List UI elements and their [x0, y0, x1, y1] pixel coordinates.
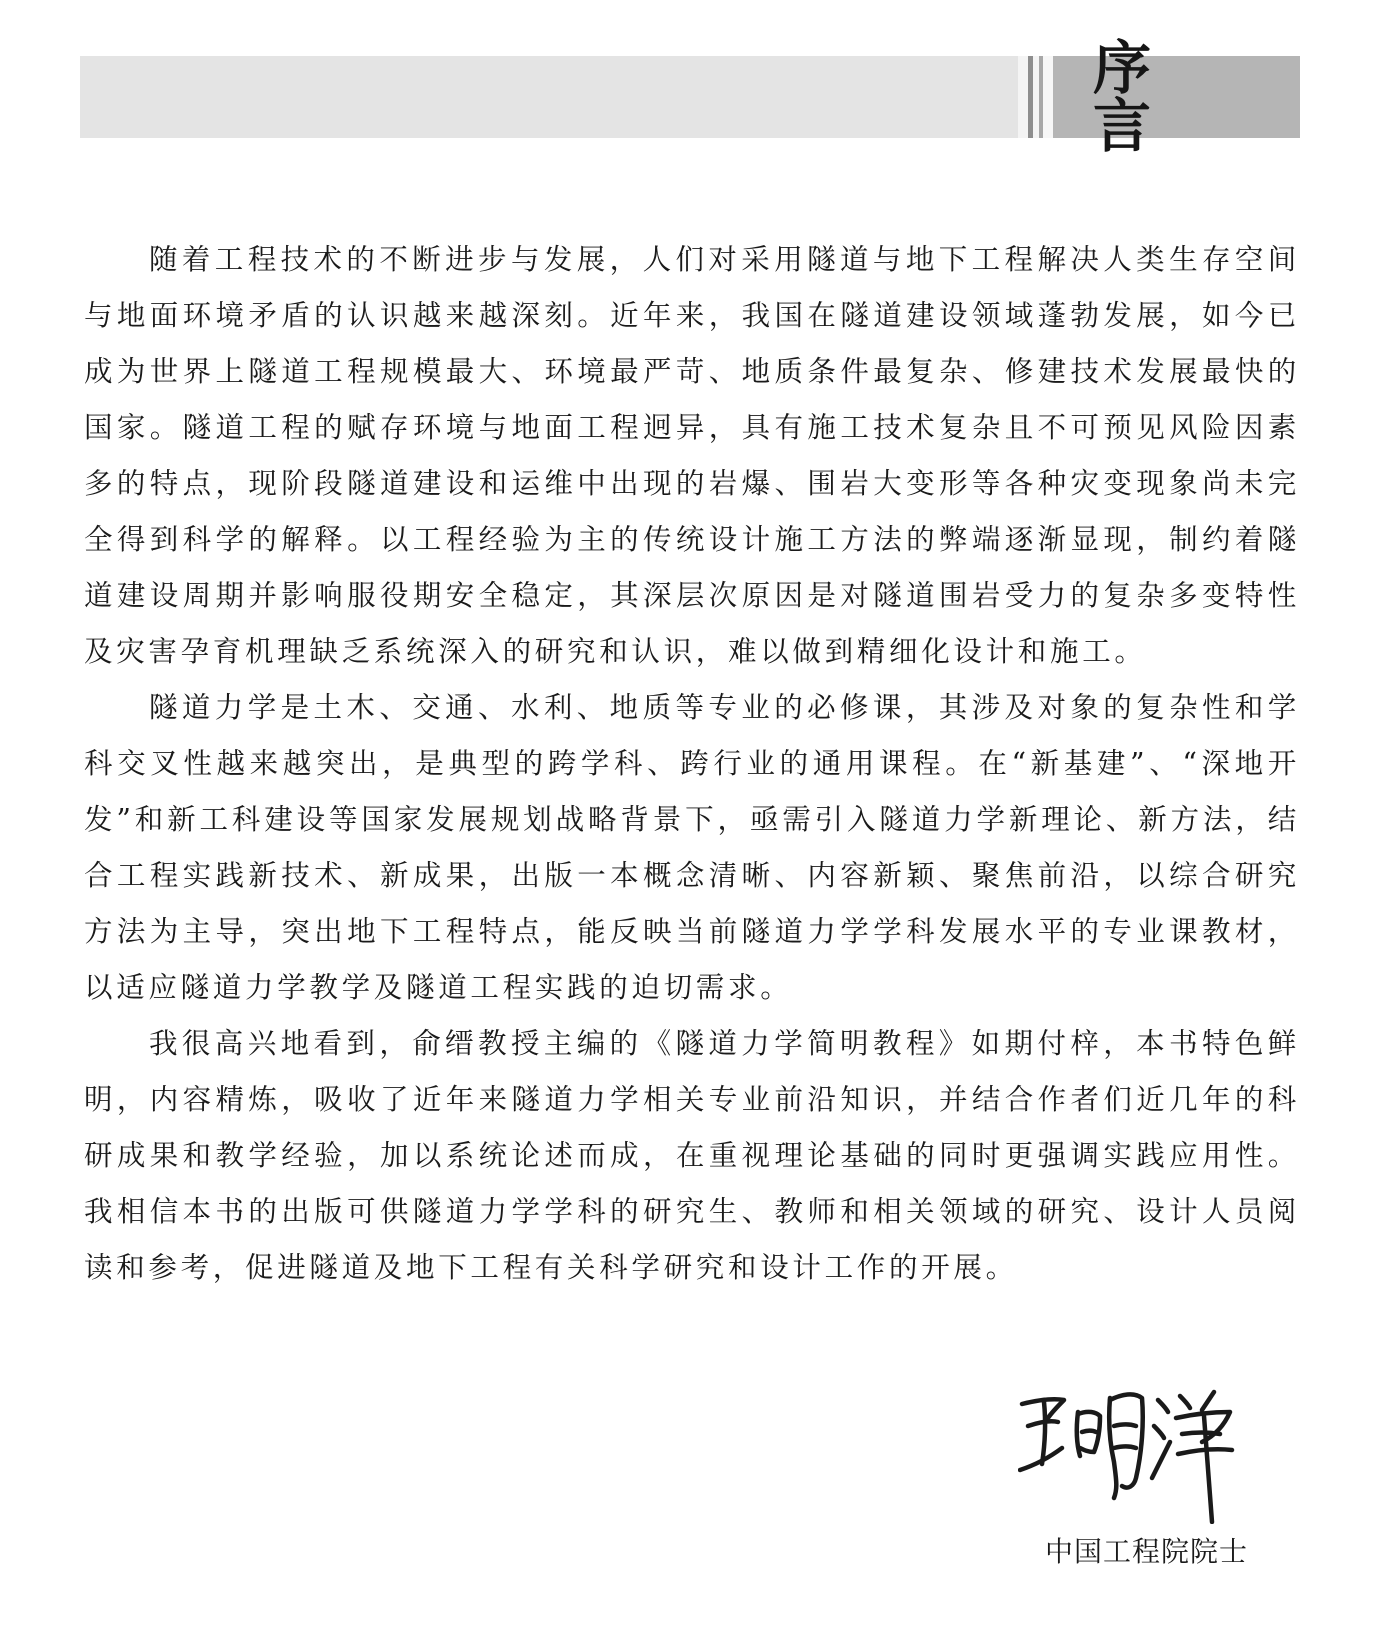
header-bar [80, 34, 1300, 160]
paragraph-1: 随着工程技术的不断进步与发展，人们对采用隧道与地下工程解决人类生存空间与地面环境矛盾的认识越来越深刻。近年来，我国在隧道建设领域蓬勃发展，如今已成为世界上隧道工程规模最大、环境最严苛、地质条件最复杂、修建技术发展最快的国家。隧道工程的赋存环境与地面工程迥异，具有施工技术复杂且不可预见风险因素多的特点，现阶段隧道建设和运维中出现的岩爆、围岩大变形等各种灾变现象尚未完全得到科学的解释。以工程经验为主的传统设计施工方法的弊端逐渐显现，制约着隧道建设周期并影响服役期安全稳定，其深层次原因是对隧道围岩受力的复杂多变特性及灾害孕育机理缺乏系统深入的研究和认识，难以做到精细化设计和施工。 [84, 243, 1300, 668]
handwritten-signature [1018, 1382, 1256, 1524]
signature-title: 中国工程院院士 [1044, 1535, 1248, 1568]
header-stripe [1043, 56, 1053, 138]
header-stripe [1018, 56, 1028, 138]
preface-body [84, 232, 1300, 1296]
paragraph-2: 隧道力学是土木、交通、水利、地质等专业的必修课，其涉及对象的复杂性和学科交叉性越来越突出，是典型的跨学科、跨行业的通用课程。在“新基建”、“深地开发”和新工科建设等国家发展规划战略背景下，亟需引入隧道力学新理论、新方法，结合工程实践新技术、新成果，出版一本概念清晰、内容新颖、聚焦前沿，以综合研究方法为主导，突出地下工程特点，能反映当前隧道力学学科发展水平的专业课教材，以适应隧道力学教学及隧道工程实践的迫切需求。 [84, 691, 1300, 1004]
paragraph-3: 我很高兴地看到，俞缙教授主编的《隧道力学简明教程》如期付梓，本书特色鲜明，内容精炼，吸收了近年来隧道力学相关专业前沿知识，并结合作者们近几年的科研成果和教学经验，加以系统论述而成，在重视理论基础的同时更强调实践应用性。我相信本书的出版可供隧道力学学科的研究生、教师和相关领域的研究、设计人员阅读和参考，促进隧道及地下工程有关科学研究和设计工作的开展。 [84, 1027, 1300, 1284]
title-box [1053, 34, 1300, 160]
page-title: 序言 [1093, 34, 1226, 160]
signature-image [1018, 1382, 1256, 1524]
